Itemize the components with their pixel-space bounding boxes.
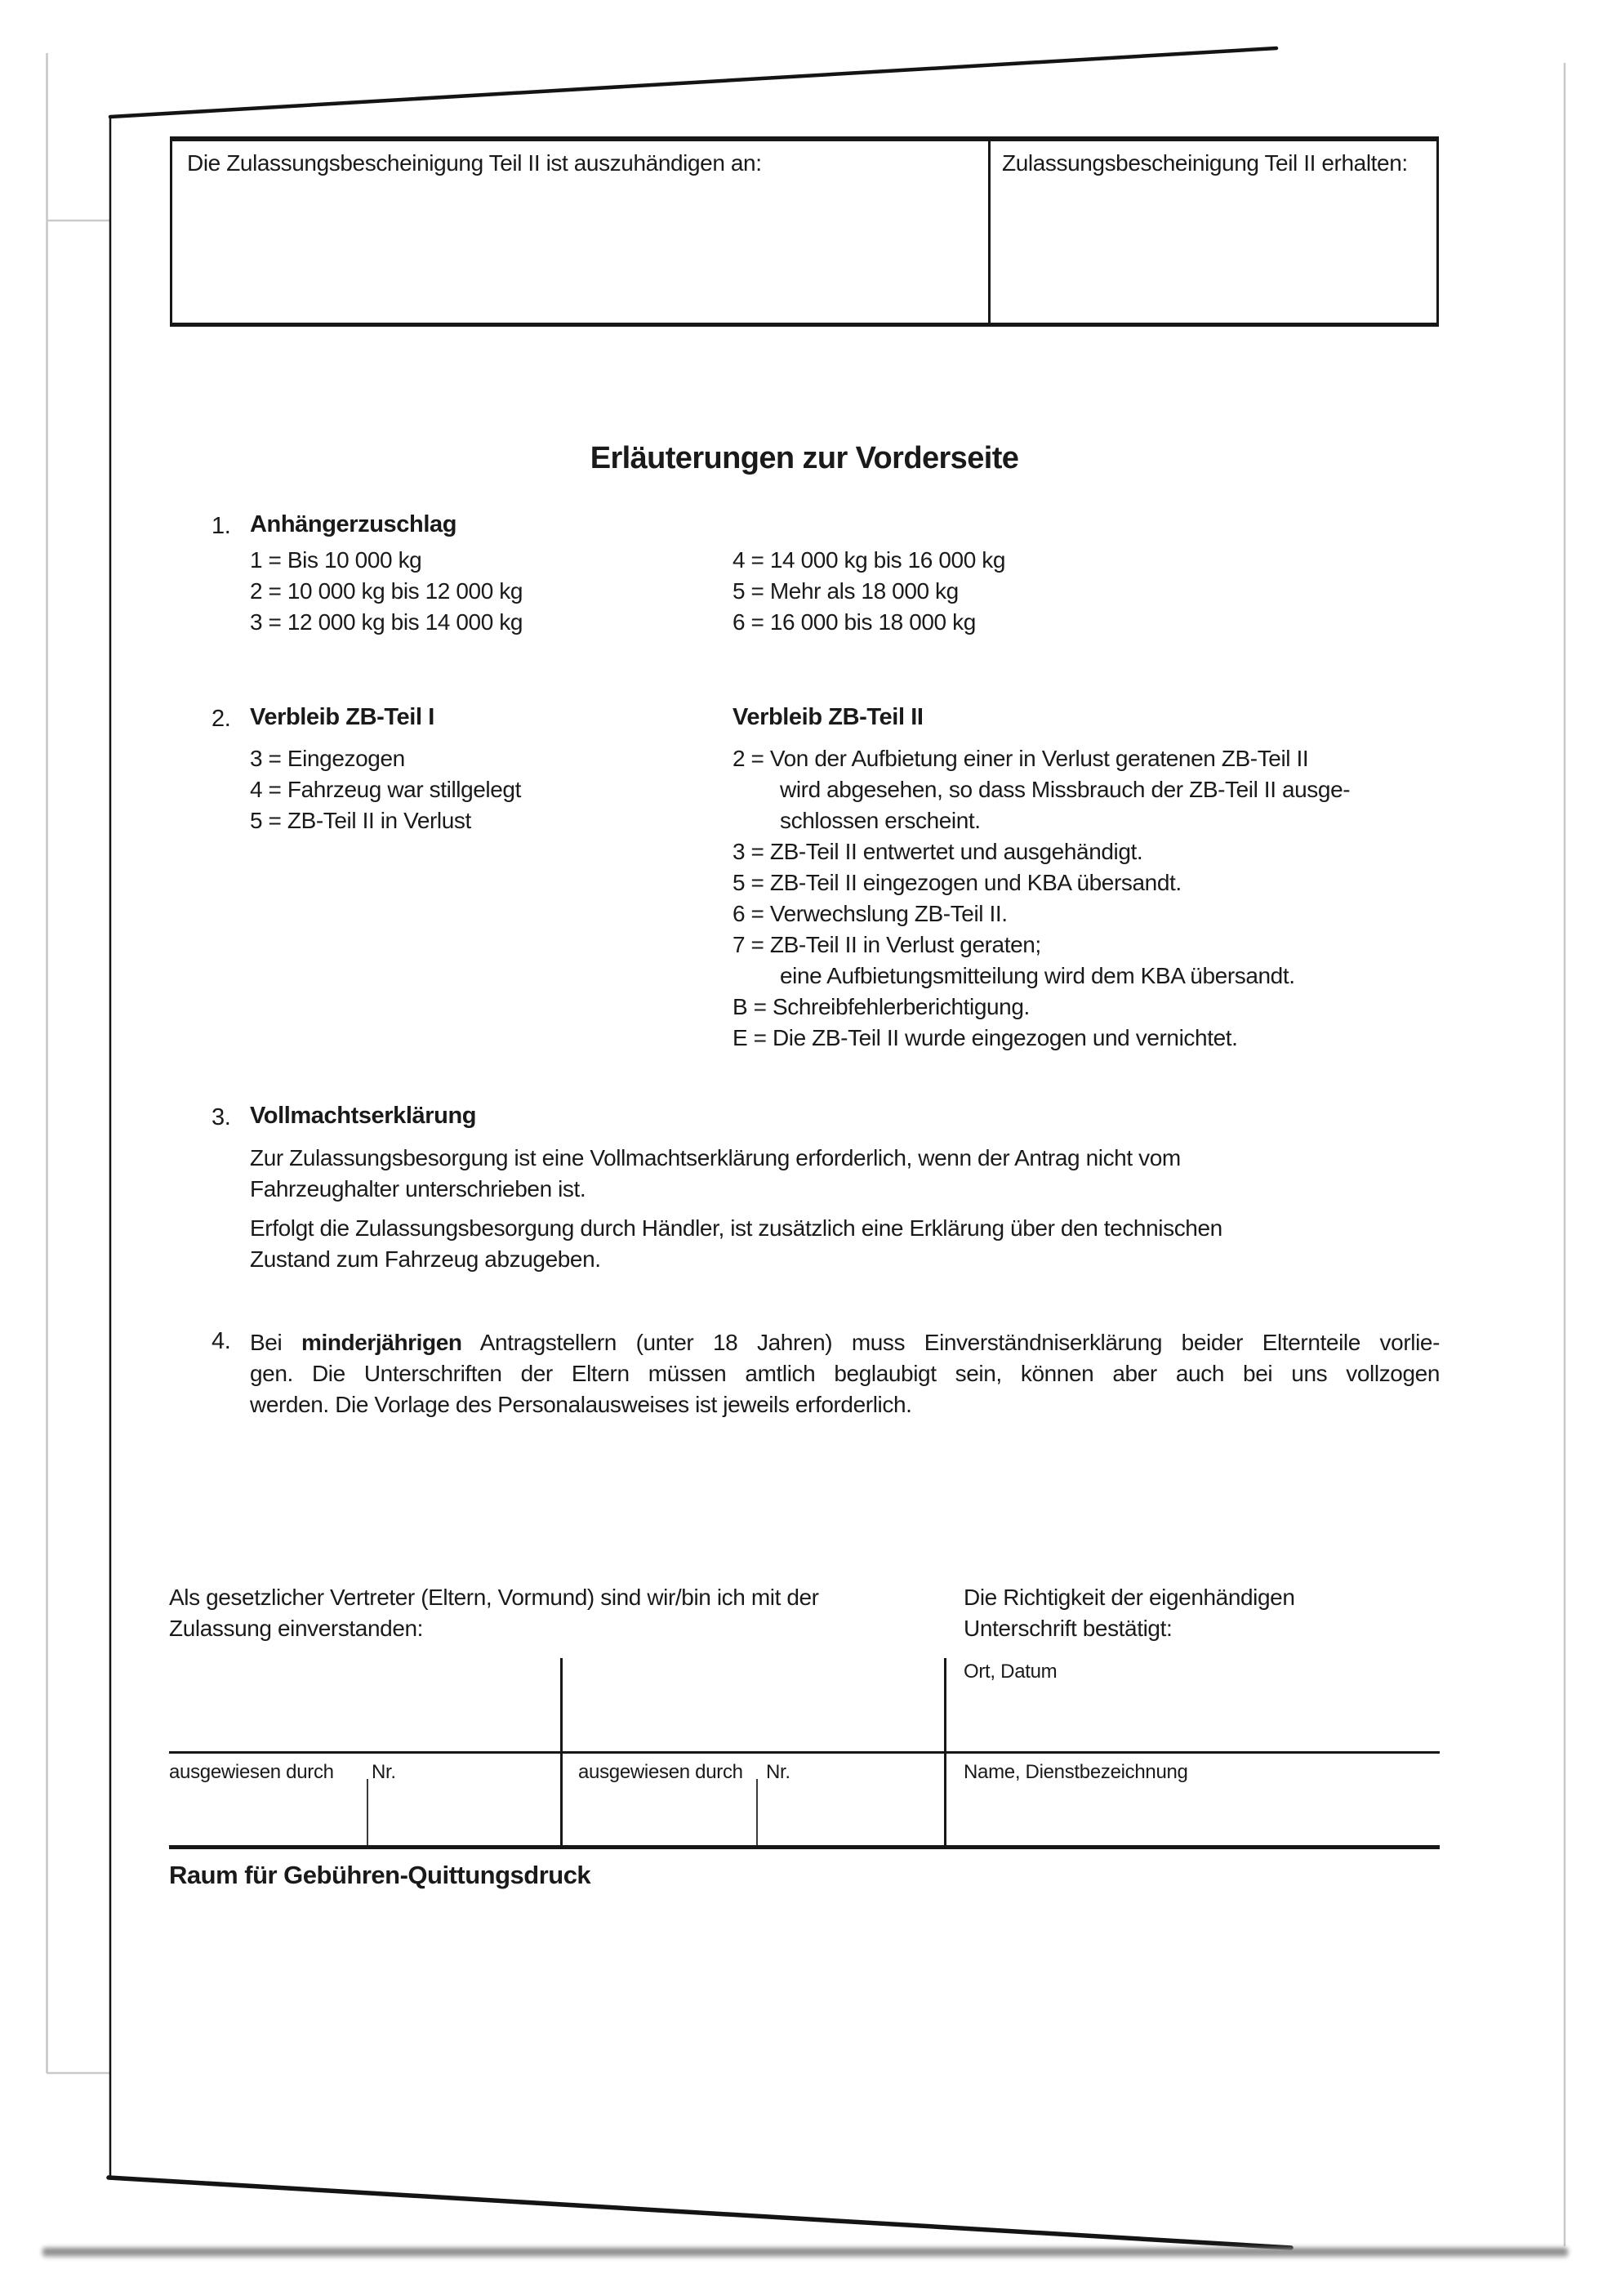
consent-right-label-line2: Unterschrift bestätigt: bbox=[964, 1616, 1173, 1641]
handover-box-left-label: Die Zulassungsbescheinigung Teil II ist auszuhändigen an: bbox=[187, 150, 762, 176]
section1-left-item: 2 = 10 000 kg bis 12 000 kg bbox=[250, 578, 523, 604]
section3-paragraph2-line: Zustand zum Fahrzeug abzugeben. bbox=[250, 1246, 601, 1272]
section3-heading: Vollmachtserklärung bbox=[250, 1103, 477, 1129]
section4-line1 bbox=[250, 1328, 1440, 1357]
section1-right-item: 5 = Mehr als 18 000 kg bbox=[733, 578, 959, 604]
handover-box-divider bbox=[988, 141, 991, 323]
section4-line2: gen. Die Unterschriften der Eltern müssen amtlich beglaubigt sein, können aber auch bei uns vollzogen bbox=[250, 1361, 1440, 1386]
section2-right-line: 3 = ZB-Teil II entwertet und ausgehändigt. bbox=[733, 839, 1143, 864]
section2-right-line: wird abgesehen, so dass Missbrauch der ZB-Teil II ausge- bbox=[780, 777, 1351, 802]
page-bottom-edge bbox=[109, 2178, 1291, 2248]
nr-label-1: Nr. bbox=[372, 1761, 396, 1783]
id-row-bottom-line bbox=[169, 1845, 1440, 1849]
section1-number: 1. bbox=[212, 513, 231, 539]
section3-number: 3. bbox=[212, 1104, 231, 1130]
section1-right-item: 4 = 14 000 kg bis 16 000 kg bbox=[733, 547, 1006, 573]
section3-paragraph2-line: Erfolgt die Zulassungsbesorgung durch Händler, ist zusätzlich eine Erklärung über den technischen bbox=[250, 1215, 1222, 1241]
section1-left-item: 3 = 12 000 kg bis 14 000 kg bbox=[250, 609, 523, 635]
section1-right-item: 6 = 16 000 bis 18 000 kg bbox=[733, 609, 976, 635]
section2-right-line: schlossen erscheint. bbox=[780, 808, 981, 833]
section3-paragraph1-line: Zur Zulassungsbesorgung ist eine Vollmachtserklärung erforderlich, wenn der Antrag nicht vom bbox=[250, 1145, 1181, 1170]
section1-heading: Anhängerzuschlag bbox=[250, 511, 457, 537]
section2-right-line: eine Aufbietungsmitteilung wird dem KBA übersandt. bbox=[780, 963, 1295, 988]
section4-line1-prefix: Bei bbox=[250, 1330, 301, 1355]
section2-right-line: 2 = Von der Aufbietung einer in Verlust geratenen ZB-Teil II bbox=[733, 746, 1309, 771]
section4-line1-bold: minderjährigen bbox=[301, 1330, 462, 1355]
nr-label-2: Nr. bbox=[766, 1761, 790, 1783]
nr-column-divider-1 bbox=[367, 1779, 368, 1847]
ort-datum-label: Ort, Datum bbox=[964, 1661, 1058, 1683]
nr-column-divider-2 bbox=[756, 1779, 758, 1847]
ausgewiesen-durch-label-1: ausgewiesen durch bbox=[169, 1761, 334, 1783]
fees-area-heading: Raum für Gebühren-Quittungsdruck bbox=[169, 1861, 591, 1889]
consent-left-label-line2: Zulassung einverstanden: bbox=[169, 1616, 424, 1641]
section2-right-heading: Verbleib ZB-Teil II bbox=[733, 704, 924, 730]
section2-left-item: 4 = Fahrzeug war stillgelegt bbox=[250, 777, 521, 802]
section3-paragraph1-line: Fahrzeughalter unterschrieben ist. bbox=[250, 1176, 586, 1201]
ausgewiesen-durch-label-2: ausgewiesen durch bbox=[578, 1761, 743, 1783]
section2-left-heading: Verbleib ZB-Teil I bbox=[250, 704, 434, 730]
handover-box bbox=[170, 136, 1439, 327]
section4-number: 4. bbox=[212, 1328, 231, 1354]
section2-right-line: E = Die ZB-Teil II wurde eingezogen und vernichtet. bbox=[733, 1025, 1238, 1050]
id-row-top-line bbox=[169, 1751, 1440, 1754]
name-dienstbezeichnung-label: Name, Dienstbezeichnung bbox=[964, 1761, 1188, 1783]
page-top-edge bbox=[110, 48, 1276, 117]
card-bottom-shadow bbox=[42, 2248, 1568, 2257]
section2-right-line: 6 = Verwechslung ZB-Teil II. bbox=[733, 901, 1008, 926]
section2-right-line: B = Schreibfehlerberichtigung. bbox=[733, 994, 1030, 1019]
section1-left-item: 1 = Bis 10 000 kg bbox=[250, 547, 422, 573]
consent-left-label-line1: Als gesetzlicher Vertreter (Eltern, Vormund) sind wir/bin ich mit der bbox=[169, 1585, 819, 1610]
section2-number: 2. bbox=[212, 706, 231, 732]
handover-box-right-label: Zulassungsbescheinigung Teil II erhalten: bbox=[1002, 150, 1408, 176]
section2-right-line: 5 = ZB-Teil II eingezogen und KBA übersandt. bbox=[733, 870, 1182, 895]
section2-left-item: 3 = Eingezogen bbox=[250, 746, 405, 771]
section2-right-line: 7 = ZB-Teil II in Verlust geraten; bbox=[733, 932, 1041, 957]
section4-line1-rest: Antragstellern (unter 18 Jahren) muss Einverständniserklärung beider Elternteile vorlie- bbox=[461, 1330, 1440, 1355]
page-title: Erläuterungen zur Vorderseite bbox=[590, 441, 1019, 475]
section4-line3: werden. Die Vorlage des Personalausweises ist jeweils erforderlich. bbox=[250, 1392, 912, 1417]
consent-right-label-line1: Die Richtigkeit der eigenhändigen bbox=[964, 1585, 1295, 1610]
section2-left-item: 5 = ZB-Teil II in Verlust bbox=[250, 808, 471, 833]
